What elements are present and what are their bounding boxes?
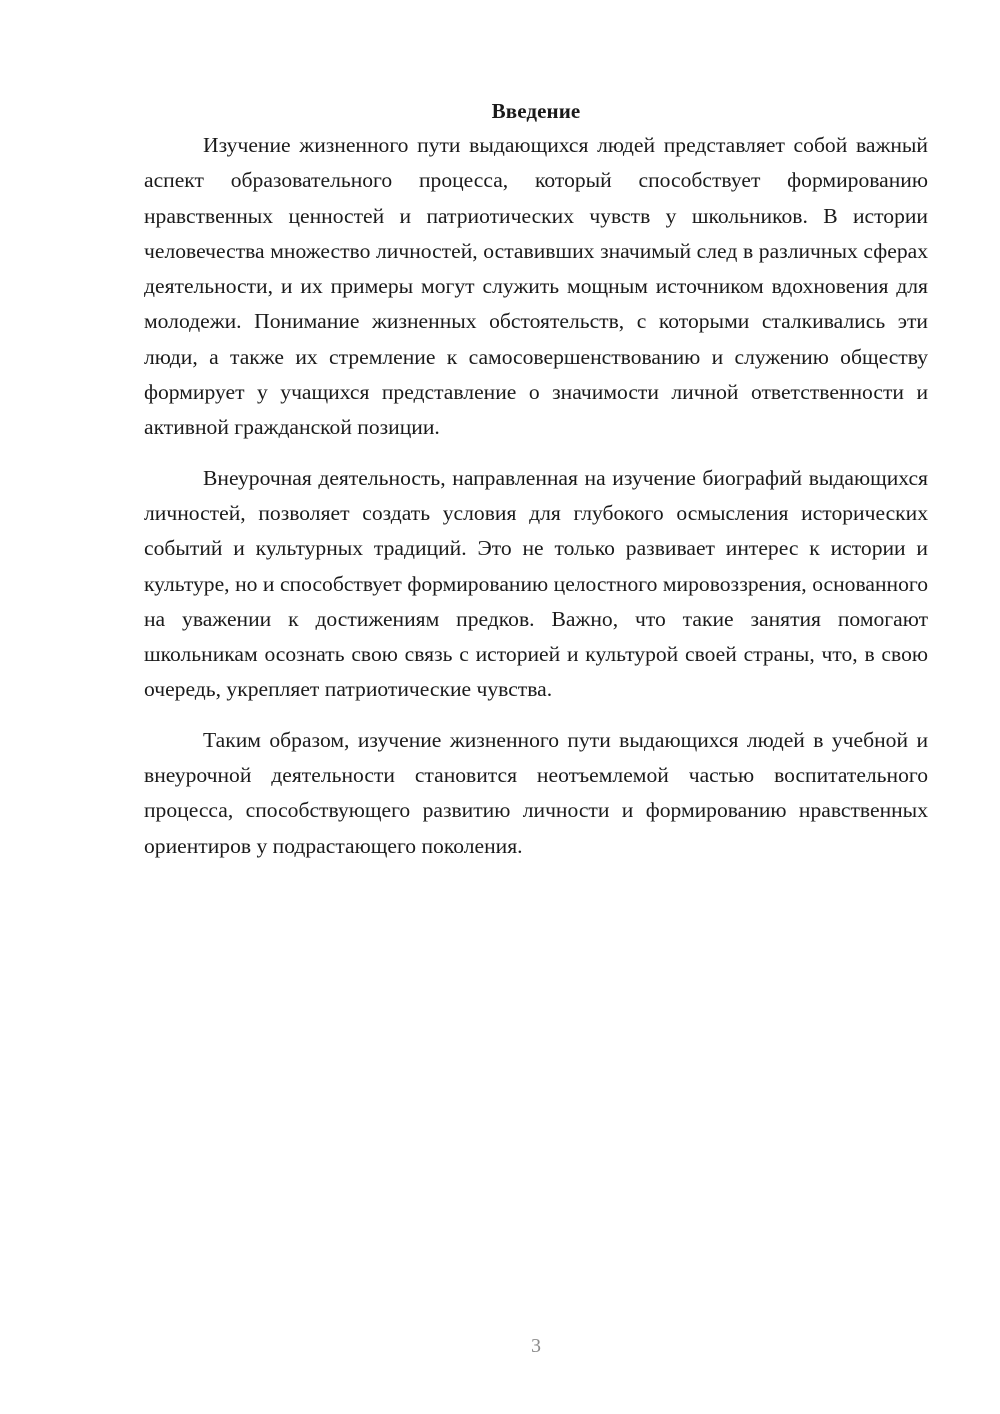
section-heading: Введение xyxy=(491,99,581,123)
paragraph-3: Таким образом, изучение жизненного пути выдающихся людей в учебной и внеурочной деятельности становится неотъемлемой частью воспитательного процесса, способствующего развитию личности и формированию нравственных ориентиров у подрастающего поколения. xyxy=(144,727,928,858)
paragraph-2: Внеурочная деятельность, направленная на изучение биографий выдающихся личностей, позволяет создать условия для глубокого осмысления исторических событий и культурных традиций. Это не только развивает интерес к истории и культуре, но и способствует формированию целостного мировоззрения, основанного на уважении к достижениям предков. Важно, что такие занятия помогают школьникам осознать свою связь с историей и культурой своей страны, что, в свою очередь, укрепляет патриотические чувства. xyxy=(144,465,928,702)
paragraph-1: Изучение жизненного пути выдающихся людей представляет собой важный аспект образовательного процесса, который способствует формированию нравственных ценностей и патриотических чувств у школьников. В истории человечества множество личностей, оставивших значимый след в различных сферах деятельности, и их примеры могут служить мощным источником вдохновения для молодежи. Понимание жизненных обстоятельств, с которыми сталкивались эти люди, а также их стремление к самосовершенствованию и служению обществу формирует у учащихся представление о значимости личной ответственности и активной гражданской позиции. xyxy=(144,133,928,440)
page-content xyxy=(144,96,928,879)
page-number: 3 xyxy=(531,1335,541,1357)
